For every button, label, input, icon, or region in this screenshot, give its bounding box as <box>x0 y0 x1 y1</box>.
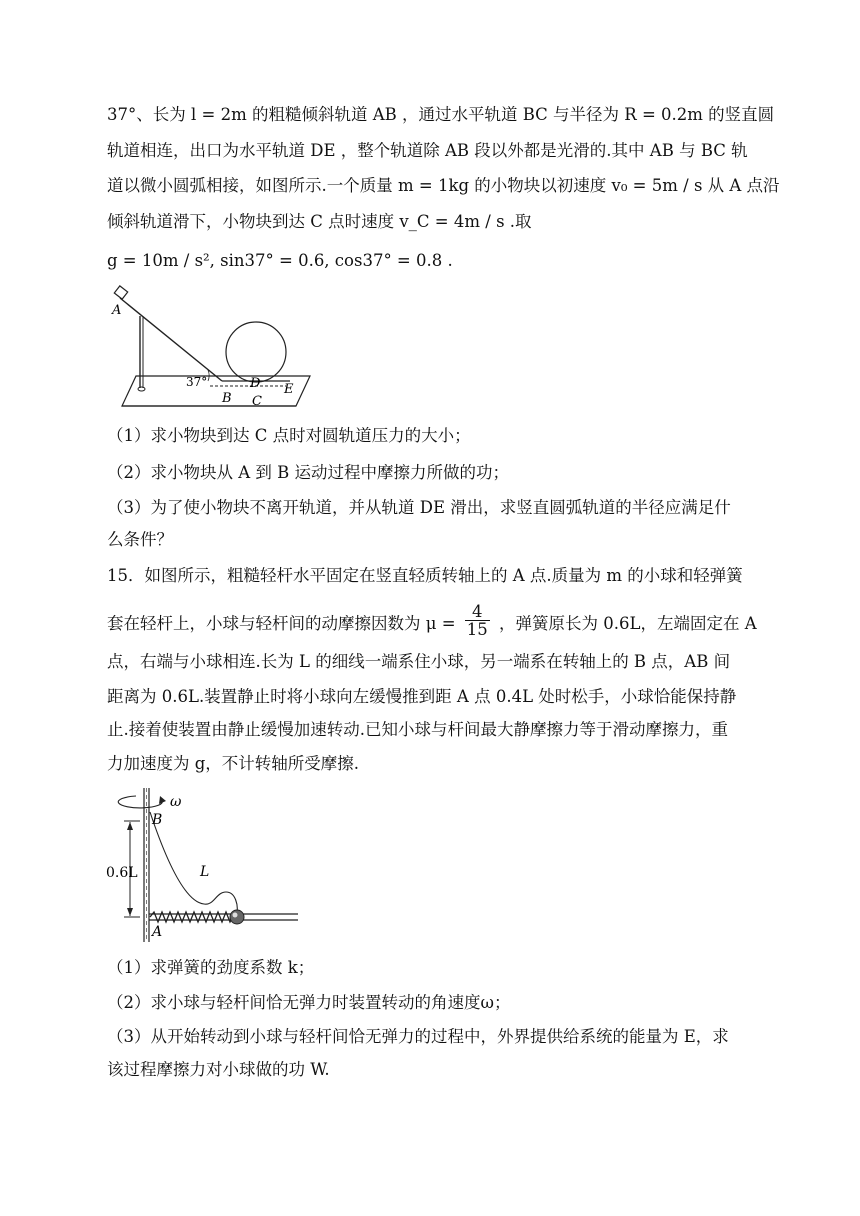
incline-track <box>120 298 222 381</box>
p14-line-1: 37°、长为 l = 2m 的粗糙倾斜轨道 AB ，通过水平轨道 BC 与半径为 R = 0.2m 的竖直圆 <box>107 105 775 124</box>
p14-line-3: 道以微小圆弧相接，如图所示.一个质量 m = 1kg 的小物块以初速度 v₀ = 5m / s 从 A 点沿 <box>107 176 780 195</box>
string <box>150 812 237 912</box>
incline-loop-figure <box>110 284 320 414</box>
p14-line-5: g = 10m / s², sin37° = 0.6, cos37° = 0.8 . <box>107 251 453 270</box>
ball <box>230 910 244 924</box>
p14-line-2: 轨道相连，出口为水平轨道 DE ，整个轨道除 AB 段以外都是光滑的.其中 AB 与 BC 轨 <box>107 141 748 160</box>
p15-question-3a: （3）从开始转动到小球与轻杆间恰无弹力的过程中，外界提供给系统的能量为 E，求 <box>107 1027 729 1046</box>
p15-line-1: 15．如图所示，粗糙轻杆水平固定在竖直轻质转轴上的 A 点.质量为 m 的小球和轻弹簧 <box>107 566 743 585</box>
label-b: B <box>152 812 163 828</box>
p15-line-2a: 套在轻杆上，小球与轻杆间的动摩擦因数为 μ = <box>107 614 456 633</box>
label-l: L <box>200 864 210 880</box>
label-a: A <box>152 924 163 940</box>
label-distance: 0.6L <box>106 865 138 881</box>
label-omega: ω <box>170 794 182 810</box>
rotating-shaft-figure <box>104 784 304 944</box>
mu-denominator: 15 <box>466 620 488 639</box>
label-c: C <box>252 394 262 409</box>
label-d: D <box>250 376 261 391</box>
mu-numerator: 4 <box>465 603 490 621</box>
rotation-arrow <box>118 796 162 808</box>
vertical-loop <box>226 322 286 382</box>
p14-question-1: （1）求小物块到达 C 点时对圆轨道压力的大小； <box>107 426 471 445</box>
label-angle: 37° <box>186 375 208 389</box>
p15-line-2b: ，弹簧原长为 0.6L，左端固定在 A <box>499 614 757 633</box>
p15-question-1: （1）求弹簧的劲度系数 k； <box>107 958 315 977</box>
label-b: B <box>222 391 232 406</box>
block <box>114 286 127 299</box>
p15-question-2: （2）求小球与轻杆间恰无弹力时装置转动的角速度ω； <box>107 993 511 1012</box>
label-a: A <box>112 303 122 318</box>
mu-fraction <box>465 603 490 638</box>
p15-line-4: 距离为 0.6L.装置静止时将小球向左缓慢推到距 A 点 0.4L 处时松手，小球恰能保持静 <box>107 687 737 706</box>
p15-line-6: 力加速度为 g，不计转轴所受摩擦. <box>107 754 360 773</box>
p14-question-3b: 么条件？ <box>107 530 173 549</box>
p14-question-2: （2）求小物块从 A 到 B 运动过程中摩擦力所做的功； <box>107 463 510 482</box>
p15-line-2 <box>107 602 757 642</box>
p15-line-3: 点，右端与小球相连.长为 L 的细线一端系住小球，另一端系在转轴上的 B 点，AB 间 <box>107 652 731 671</box>
p15-line-5: 止.接着使装置由静止缓慢加速转动.已知小球与杆间最大静摩擦力等于滑动摩擦力，重 <box>107 720 728 739</box>
p14-line-4: 倾斜轨道滑下，小物块到达 C 点时速度 v_C = 4m / s .取 <box>107 212 532 231</box>
p15-question-3b: 该过程摩擦力对小球做的功 W. <box>107 1060 330 1079</box>
label-e: E <box>284 382 294 397</box>
p14-question-3a: （3）为了使小物块不离开轨道，并从轨道 DE 滑出，求竖直圆弧轨道的半径应满足什 <box>107 498 731 517</box>
